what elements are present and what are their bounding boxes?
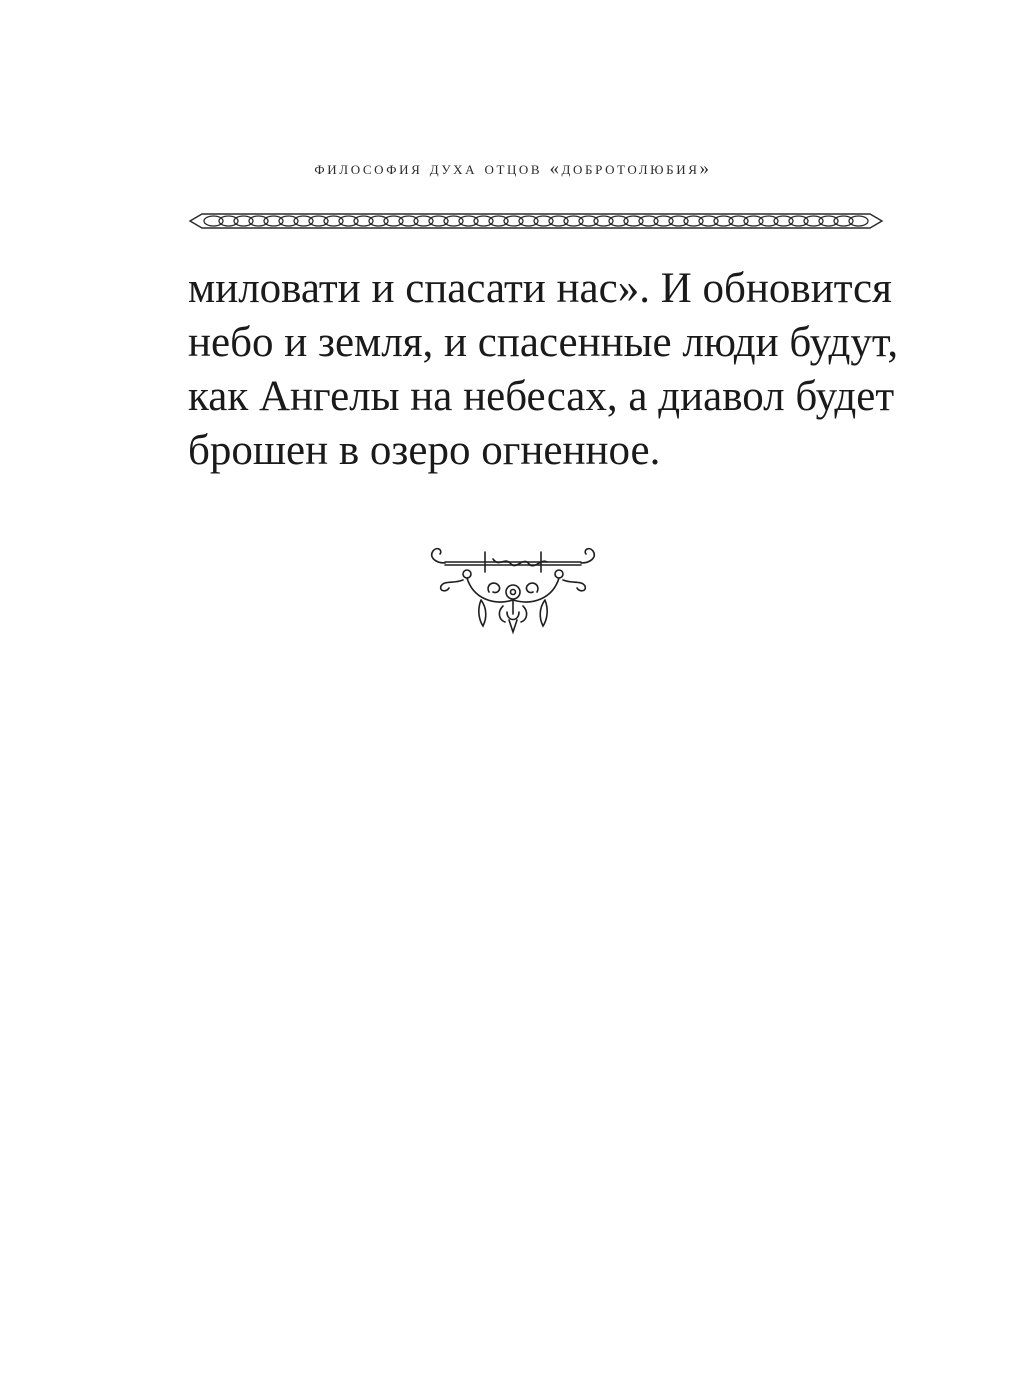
- text-line: брошен в озеро огненное.: [188, 427, 661, 474]
- chain-link: [339, 216, 358, 226]
- chain-link: [774, 216, 793, 226]
- chain-link: [234, 216, 253, 226]
- chain-link: [594, 216, 613, 226]
- floral-vignette: [423, 540, 603, 636]
- chain-link: [534, 216, 553, 226]
- chain-link: [504, 216, 523, 226]
- chain-link: [834, 216, 853, 226]
- chain-link: [354, 216, 373, 226]
- chain-link: [819, 216, 838, 226]
- chain-link: [444, 216, 463, 226]
- chain-link: [609, 216, 628, 226]
- chain-link: [579, 216, 598, 226]
- chain-link: [849, 216, 868, 226]
- body-paragraph: [188, 262, 899, 478]
- chain-link: [744, 216, 763, 226]
- running-head: философия духа отцов «добротолюбия»: [314, 158, 712, 179]
- chain-link: [414, 216, 433, 226]
- chain-link: [204, 216, 223, 226]
- chain-link: [474, 216, 493, 226]
- chain-link: [789, 216, 808, 226]
- chain-link: [729, 216, 748, 226]
- chain-link: [639, 216, 658, 226]
- chain-link: [249, 216, 268, 226]
- chain-link: [519, 216, 538, 226]
- chain-link: [279, 216, 298, 226]
- chain-link: [564, 216, 583, 226]
- chain-link: [219, 216, 238, 226]
- chain-link: [654, 216, 673, 226]
- chain-link: [489, 216, 508, 226]
- chain-link: [684, 216, 703, 226]
- chain-link: [399, 216, 418, 226]
- chain-link: [624, 216, 643, 226]
- text-line: миловати и спасати нас». И обновится: [188, 265, 892, 312]
- chain-link: [804, 216, 823, 226]
- chain-link: [714, 216, 733, 226]
- chain-link: [669, 216, 688, 226]
- chain-link: [429, 216, 448, 226]
- text-line: небо и земля, и спасенные люди будут,: [188, 319, 899, 366]
- chain-ornament-rule: [188, 210, 884, 232]
- chain-link: [759, 216, 778, 226]
- text-line: как Ангелы на небесах, а диавол будет: [188, 373, 895, 420]
- chain-link: [324, 216, 343, 226]
- chain-link: [309, 216, 328, 226]
- chain-link: [549, 216, 568, 226]
- chain-link: [459, 216, 478, 226]
- chain-link: [699, 216, 718, 226]
- chain-link: [384, 216, 403, 226]
- chain-link: [294, 216, 313, 226]
- chain-link: [264, 216, 283, 226]
- chain-link: [369, 216, 388, 226]
